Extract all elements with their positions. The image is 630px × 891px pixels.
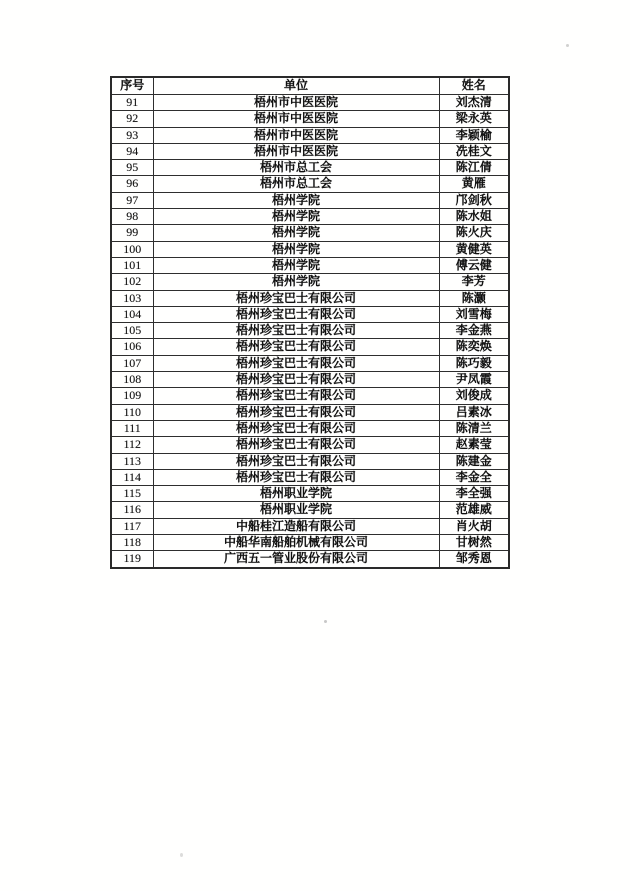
table-row [111,241,509,257]
row-unit: 梧州珍宝巴士有限公司 [153,323,439,339]
row-serial-number: 109 [111,388,153,404]
table-row [111,306,509,322]
scan-speck [324,620,327,623]
table-row [111,257,509,273]
row-unit: 梧州市中医医院 [153,95,439,111]
row-serial-number: 92 [111,111,153,127]
table-row [111,274,509,290]
table-row [111,339,509,355]
row-serial-number: 106 [111,339,153,355]
row-serial-number: 102 [111,274,153,290]
row-serial-number: 98 [111,209,153,225]
table-row [111,143,509,159]
row-unit: 中船华南船舶机械有限公司 [153,535,439,551]
row-serial-number: 113 [111,453,153,469]
table-row [111,420,509,436]
row-name: 陈火庆 [439,225,509,241]
table-row [111,453,509,469]
row-unit: 梧州市中医医院 [153,111,439,127]
row-name: 陈江倩 [439,160,509,176]
row-serial-number: 119 [111,551,153,568]
row-unit: 广西五一管业股份有限公司 [153,551,439,568]
row-unit: 梧州市总工会 [153,160,439,176]
row-name: 梁永英 [439,111,509,127]
row-serial-number: 94 [111,143,153,159]
row-unit: 梧州职业学院 [153,486,439,502]
table-row [111,95,509,111]
row-name: 邝剑秋 [439,192,509,208]
row-name: 陈建金 [439,453,509,469]
row-serial-number: 116 [111,502,153,518]
row-name: 刘杰清 [439,95,509,111]
row-serial-number: 93 [111,127,153,143]
row-serial-number: 117 [111,518,153,534]
row-serial-number: 114 [111,469,153,485]
table-row [111,192,509,208]
row-name: 陈清兰 [439,420,509,436]
row-serial-number: 107 [111,355,153,371]
table-row [111,551,509,568]
row-unit: 梧州珍宝巴士有限公司 [153,437,439,453]
table-row [111,176,509,192]
scan-speck [180,853,183,857]
row-unit: 梧州市中医医院 [153,143,439,159]
row-name: 李全强 [439,486,509,502]
table-row [111,437,509,453]
row-serial-number: 108 [111,372,153,388]
row-serial-number: 103 [111,290,153,306]
row-unit: 梧州珍宝巴士有限公司 [153,453,439,469]
row-name: 冼桂文 [439,143,509,159]
row-serial-number: 96 [111,176,153,192]
row-unit: 梧州学院 [153,274,439,290]
row-unit: 梧州珍宝巴士有限公司 [153,339,439,355]
row-name: 吕素冰 [439,404,509,420]
header-serial-number: 序号 [111,77,153,95]
table-row [111,323,509,339]
table-row [111,209,509,225]
row-name: 邹秀恩 [439,551,509,568]
row-serial-number: 104 [111,306,153,322]
row-serial-number: 105 [111,323,153,339]
row-name: 赵素莹 [439,437,509,453]
scan-speck [566,44,569,47]
row-unit: 梧州珍宝巴士有限公司 [153,420,439,436]
row-name: 刘俊成 [439,388,509,404]
row-unit: 梧州学院 [153,192,439,208]
table-row [111,518,509,534]
row-name: 陈巧毅 [439,355,509,371]
row-name: 黄健英 [439,241,509,257]
row-unit: 梧州珍宝巴士有限公司 [153,404,439,420]
row-serial-number: 97 [111,192,153,208]
row-name: 李颖榆 [439,127,509,143]
row-name: 傅云健 [439,257,509,273]
row-name: 甘树然 [439,535,509,551]
row-serial-number: 112 [111,437,153,453]
row-serial-number: 118 [111,535,153,551]
row-unit: 梧州市总工会 [153,176,439,192]
row-name: 肖火胡 [439,518,509,534]
table-row [111,486,509,502]
row-unit: 梧州学院 [153,209,439,225]
table-header-row [111,77,509,95]
row-serial-number: 91 [111,95,153,111]
table-row [111,469,509,485]
row-unit: 中船桂江造船有限公司 [153,518,439,534]
row-serial-number: 100 [111,241,153,257]
row-name: 陈奕焕 [439,339,509,355]
table-row [111,160,509,176]
row-unit: 梧州职业学院 [153,502,439,518]
row-unit: 梧州学院 [153,257,439,273]
row-serial-number: 111 [111,420,153,436]
row-unit: 梧州珍宝巴士有限公司 [153,306,439,322]
row-name: 李芳 [439,274,509,290]
row-serial-number: 101 [111,257,153,273]
row-serial-number: 95 [111,160,153,176]
table-row [111,225,509,241]
header-unit: 单位 [153,77,439,95]
table-row [111,290,509,306]
row-unit: 梧州珍宝巴士有限公司 [153,355,439,371]
row-name: 李金燕 [439,323,509,339]
row-unit: 梧州珍宝巴士有限公司 [153,388,439,404]
row-name: 李金全 [439,469,509,485]
row-name: 尹凤霞 [439,372,509,388]
roster-table [110,76,510,569]
table-row [111,388,509,404]
row-unit: 梧州珍宝巴士有限公司 [153,469,439,485]
row-serial-number: 99 [111,225,153,241]
table-row [111,535,509,551]
row-name: 陈水姐 [439,209,509,225]
row-unit: 梧州市中医医院 [153,127,439,143]
row-name: 范雄威 [439,502,509,518]
table-row [111,372,509,388]
row-name: 刘雪梅 [439,306,509,322]
row-serial-number: 115 [111,486,153,502]
row-name: 黄雁 [439,176,509,192]
row-name: 陈灏 [439,290,509,306]
row-unit: 梧州珍宝巴士有限公司 [153,372,439,388]
row-serial-number: 110 [111,404,153,420]
row-unit: 梧州珍宝巴士有限公司 [153,290,439,306]
table-row [111,111,509,127]
row-unit: 梧州学院 [153,241,439,257]
header-name: 姓名 [439,77,509,95]
row-unit: 梧州学院 [153,225,439,241]
table-row [111,355,509,371]
table-row [111,502,509,518]
table-row [111,404,509,420]
table-row [111,127,509,143]
